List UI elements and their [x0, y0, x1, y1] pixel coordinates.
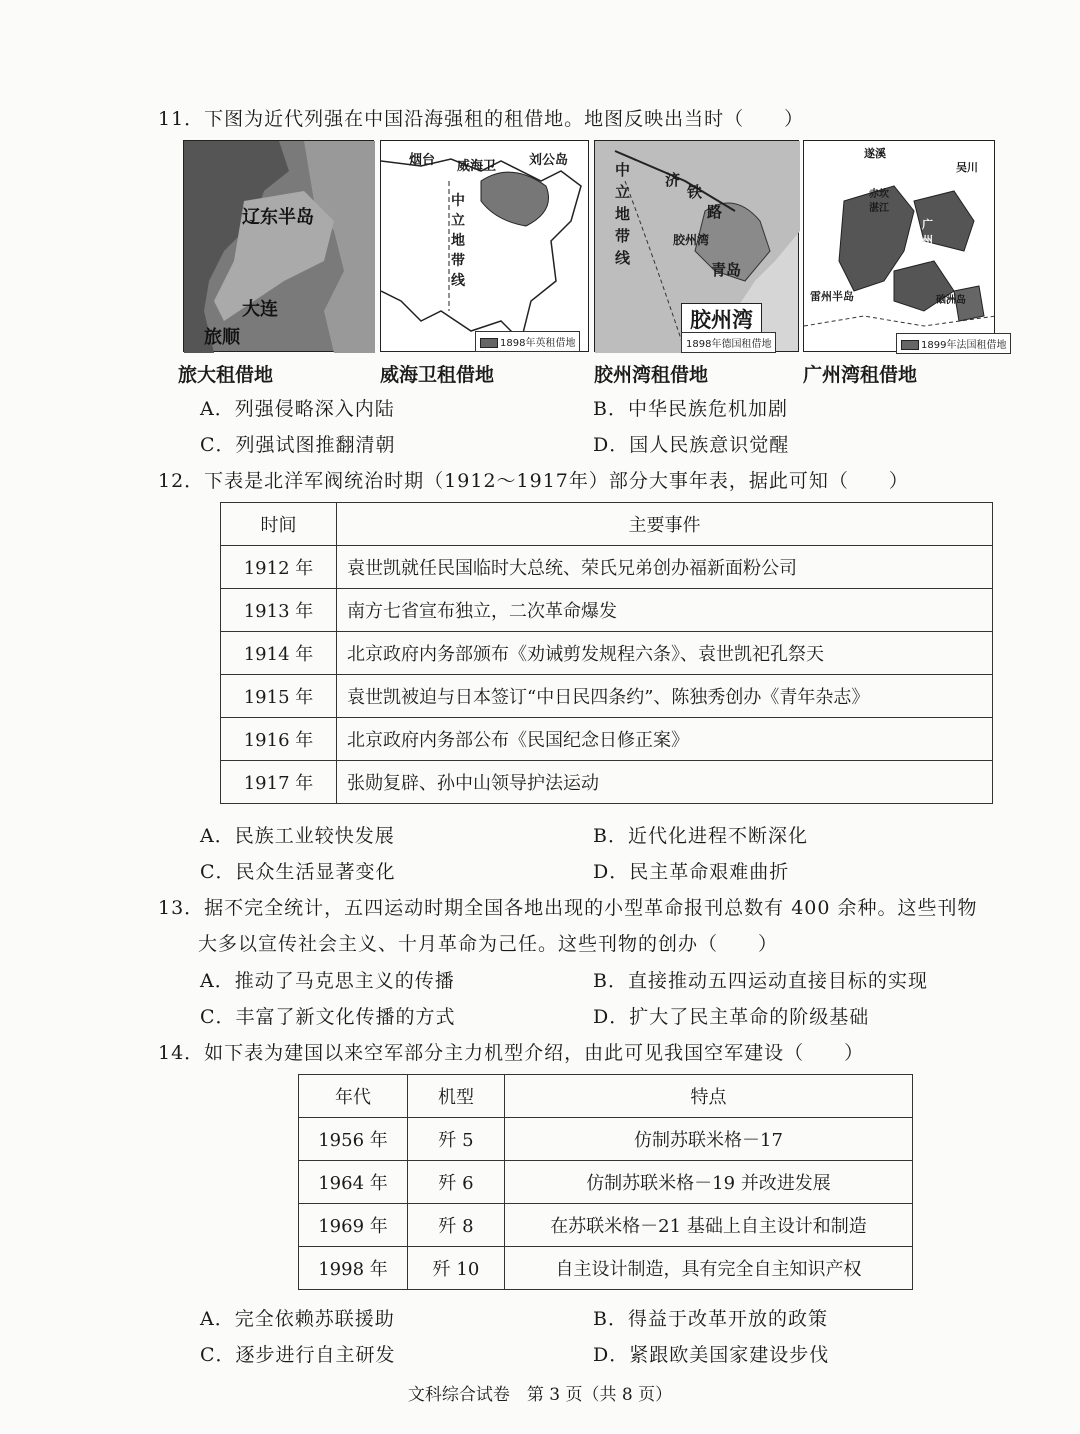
label-weihaiwei: 威海卫 [457, 159, 497, 174]
label-qingdao: 青岛 [711, 261, 742, 279]
legend-jiaozhouwan: 1898年德国租借地 [681, 332, 776, 353]
q11-option-d[interactable]: D．国人民族意识觉醒 [593, 434, 790, 456]
legend-weihaiwei [475, 331, 580, 352]
map-weihaiwei [380, 140, 589, 352]
row-model: 歼 5 [408, 1118, 505, 1161]
page-footer: 文科综合试卷 第 3 页（共 8 页） [407, 1385, 673, 1405]
q14-stem: 14．如下表为建国以来空军部分主力机型介绍，由此可见我国空军建设（ ） [158, 1042, 865, 1064]
label-leizhou: 雷州半岛 [810, 290, 854, 303]
q13-stem-line1: 13．据不完全统计，五四运动时期全国各地出现的小型革命报刊总数有 400 余种。这些刊物 [158, 897, 978, 919]
table-row [299, 1161, 913, 1204]
q14-table [298, 1074, 913, 1290]
header-model: 机型 [408, 1075, 505, 1118]
row-feature: 自主设计制造，具有完全自主知识产权 [505, 1247, 913, 1290]
row-event: 袁世凯就任民国临时大总统、荣氏兄弟创办福新面粉公司 [337, 546, 993, 589]
row-event: 北京政府内务部公布《民国纪念日修正案》 [337, 718, 993, 761]
label-suixi: 遂溪 [864, 147, 886, 160]
table-row [221, 632, 993, 675]
table-header-row [299, 1075, 913, 1118]
table-row [221, 718, 993, 761]
q13-stem-line2: 大多以宣传社会主义、十月革命为己任。这些刊物的创办（ ） [198, 933, 779, 955]
label-guangzhouwan: 广州湾 [922, 218, 933, 263]
q11-option-c[interactable]: C．列强试图推翻清朝 [200, 434, 396, 456]
header-feature: 特点 [505, 1075, 913, 1118]
row-year: 1964 年 [299, 1161, 408, 1204]
map-caption-weihaiwei: 威海卫租借地 [380, 364, 495, 386]
map-caption-guangzhouwan: 广州湾租借地 [803, 364, 918, 386]
row-year: 1912 年 [221, 546, 337, 589]
row-feature: 仿制苏联米格－19 并改进发展 [505, 1161, 913, 1204]
row-event: 南方七省宣布独立，二次革命爆发 [337, 589, 993, 632]
table-row [299, 1247, 913, 1290]
label-tie: 铁 [687, 183, 703, 201]
q14-option-d[interactable]: D．紧跟欧美国家建设步伐 [593, 1344, 830, 1366]
q12-table [220, 502, 993, 804]
legend-text: 1899年法国租借地 [921, 340, 1007, 351]
label-lvshun: 旅顺 [204, 327, 240, 348]
row-event: 北京政府内务部颁布《劝诫剪发规程六条》、袁世凯祀孔祭天 [337, 632, 993, 675]
row-year: 1915 年 [221, 675, 337, 718]
row-event: 袁世凯被迫与日本签订“中日民四条约”、陈独秀创办《青年杂志》 [337, 675, 993, 718]
map-caption-lvda: 旅大租借地 [178, 364, 274, 386]
q13-option-b[interactable]: B．直接推动五四运动直接目标的实现 [593, 970, 928, 992]
label-wuchuan: 吴川 [956, 161, 978, 174]
label-liugongdao: 刘公岛 [529, 153, 569, 168]
legend-guangzhouwan [896, 333, 1011, 354]
label-dalian: 大连 [242, 299, 278, 320]
q11-stem: 11．下图为近代列强在中国沿海强租的租借地。地图反映出当时（ ） [158, 108, 805, 130]
legend-swatch [901, 340, 919, 350]
q13-option-a[interactable]: A．推动了马克思主义的传播 [200, 970, 455, 992]
label-zhanjiang: 湛江 [869, 203, 889, 214]
label-neutral-zone-2: 中立地带线 [615, 161, 631, 267]
table-row [221, 546, 993, 589]
row-year: 1956 年 [299, 1118, 408, 1161]
row-year: 1913 年 [221, 589, 337, 632]
legend-text: 1898年英租借地 [500, 338, 576, 349]
row-year: 1917 年 [221, 761, 337, 804]
label-neutral-zone: 中立地带线 [451, 193, 465, 289]
legend-swatch [480, 338, 498, 348]
label-jiaozhouwan-big: 胶州湾 [681, 303, 762, 335]
table-row [221, 675, 993, 718]
map-lvda-shape [184, 141, 375, 353]
q11-option-b[interactable]: B．中华民族危机加剧 [593, 398, 788, 420]
q14-option-c[interactable]: C．逐步进行自主研发 [200, 1344, 396, 1366]
row-year: 1914 年 [221, 632, 337, 675]
row-model: 歼 6 [408, 1161, 505, 1204]
label-lu: 路 [707, 203, 723, 221]
table-row [299, 1204, 913, 1247]
label-jiaozhouwan-small: 胶州湾 [673, 233, 710, 247]
q14-option-a[interactable]: A．完全依赖苏联援助 [200, 1308, 395, 1330]
table-row [221, 761, 993, 804]
q12-option-c[interactable]: C．民众生活显著变化 [200, 861, 396, 883]
row-year: 1998 年 [299, 1247, 408, 1290]
table-row [299, 1118, 913, 1161]
table-header-row [221, 503, 993, 546]
header-year: 年代 [299, 1075, 408, 1118]
row-model: 歼 8 [408, 1204, 505, 1247]
map-caption-jiaozhouwan: 胶州湾租借地 [594, 364, 709, 386]
q12-option-d[interactable]: D．民主革命艰难曲折 [593, 861, 790, 883]
q13-option-c[interactable]: C．丰富了新文化传播的方式 [200, 1006, 456, 1028]
row-event: 张勋复辟、孙中山领导护法运动 [337, 761, 993, 804]
table-row [221, 589, 993, 632]
q13-option-d[interactable]: D．扩大了民主革命的阶级基础 [593, 1006, 870, 1028]
q12-stem: 12．下表是北洋军阀统治时期（1912～1917年）部分大事年表，据此可知（ ） [158, 470, 909, 492]
row-year: 1916 年 [221, 718, 337, 761]
q11-option-a[interactable]: A．列强侵略深入内陆 [200, 398, 395, 420]
map-guangzhouwan [803, 140, 1007, 352]
header-event: 主要事件 [337, 503, 993, 546]
label-ji: 济 [665, 171, 681, 189]
label-chikan: 赤坎 [869, 189, 889, 200]
header-time: 时间 [221, 503, 337, 546]
label-naozhou: 硇洲岛 [936, 295, 966, 306]
map-lvda [183, 140, 374, 352]
map-jiaozhouwan [594, 140, 799, 352]
row-feature: 在苏联米格－21 基础上自主设计和制造 [505, 1204, 913, 1247]
row-year: 1969 年 [299, 1204, 408, 1247]
row-model: 歼 10 [408, 1247, 505, 1290]
q12-option-a[interactable]: A．民族工业较快发展 [200, 825, 395, 847]
label-liaodong: 辽东半岛 [242, 207, 314, 228]
label-yantai: 烟台 [409, 153, 436, 168]
q14-option-b[interactable]: B．得益于改革开放的政策 [593, 1308, 828, 1330]
row-feature: 仿制苏联米格－17 [505, 1118, 913, 1161]
q12-option-b[interactable]: B．近代化进程不断深化 [593, 825, 808, 847]
